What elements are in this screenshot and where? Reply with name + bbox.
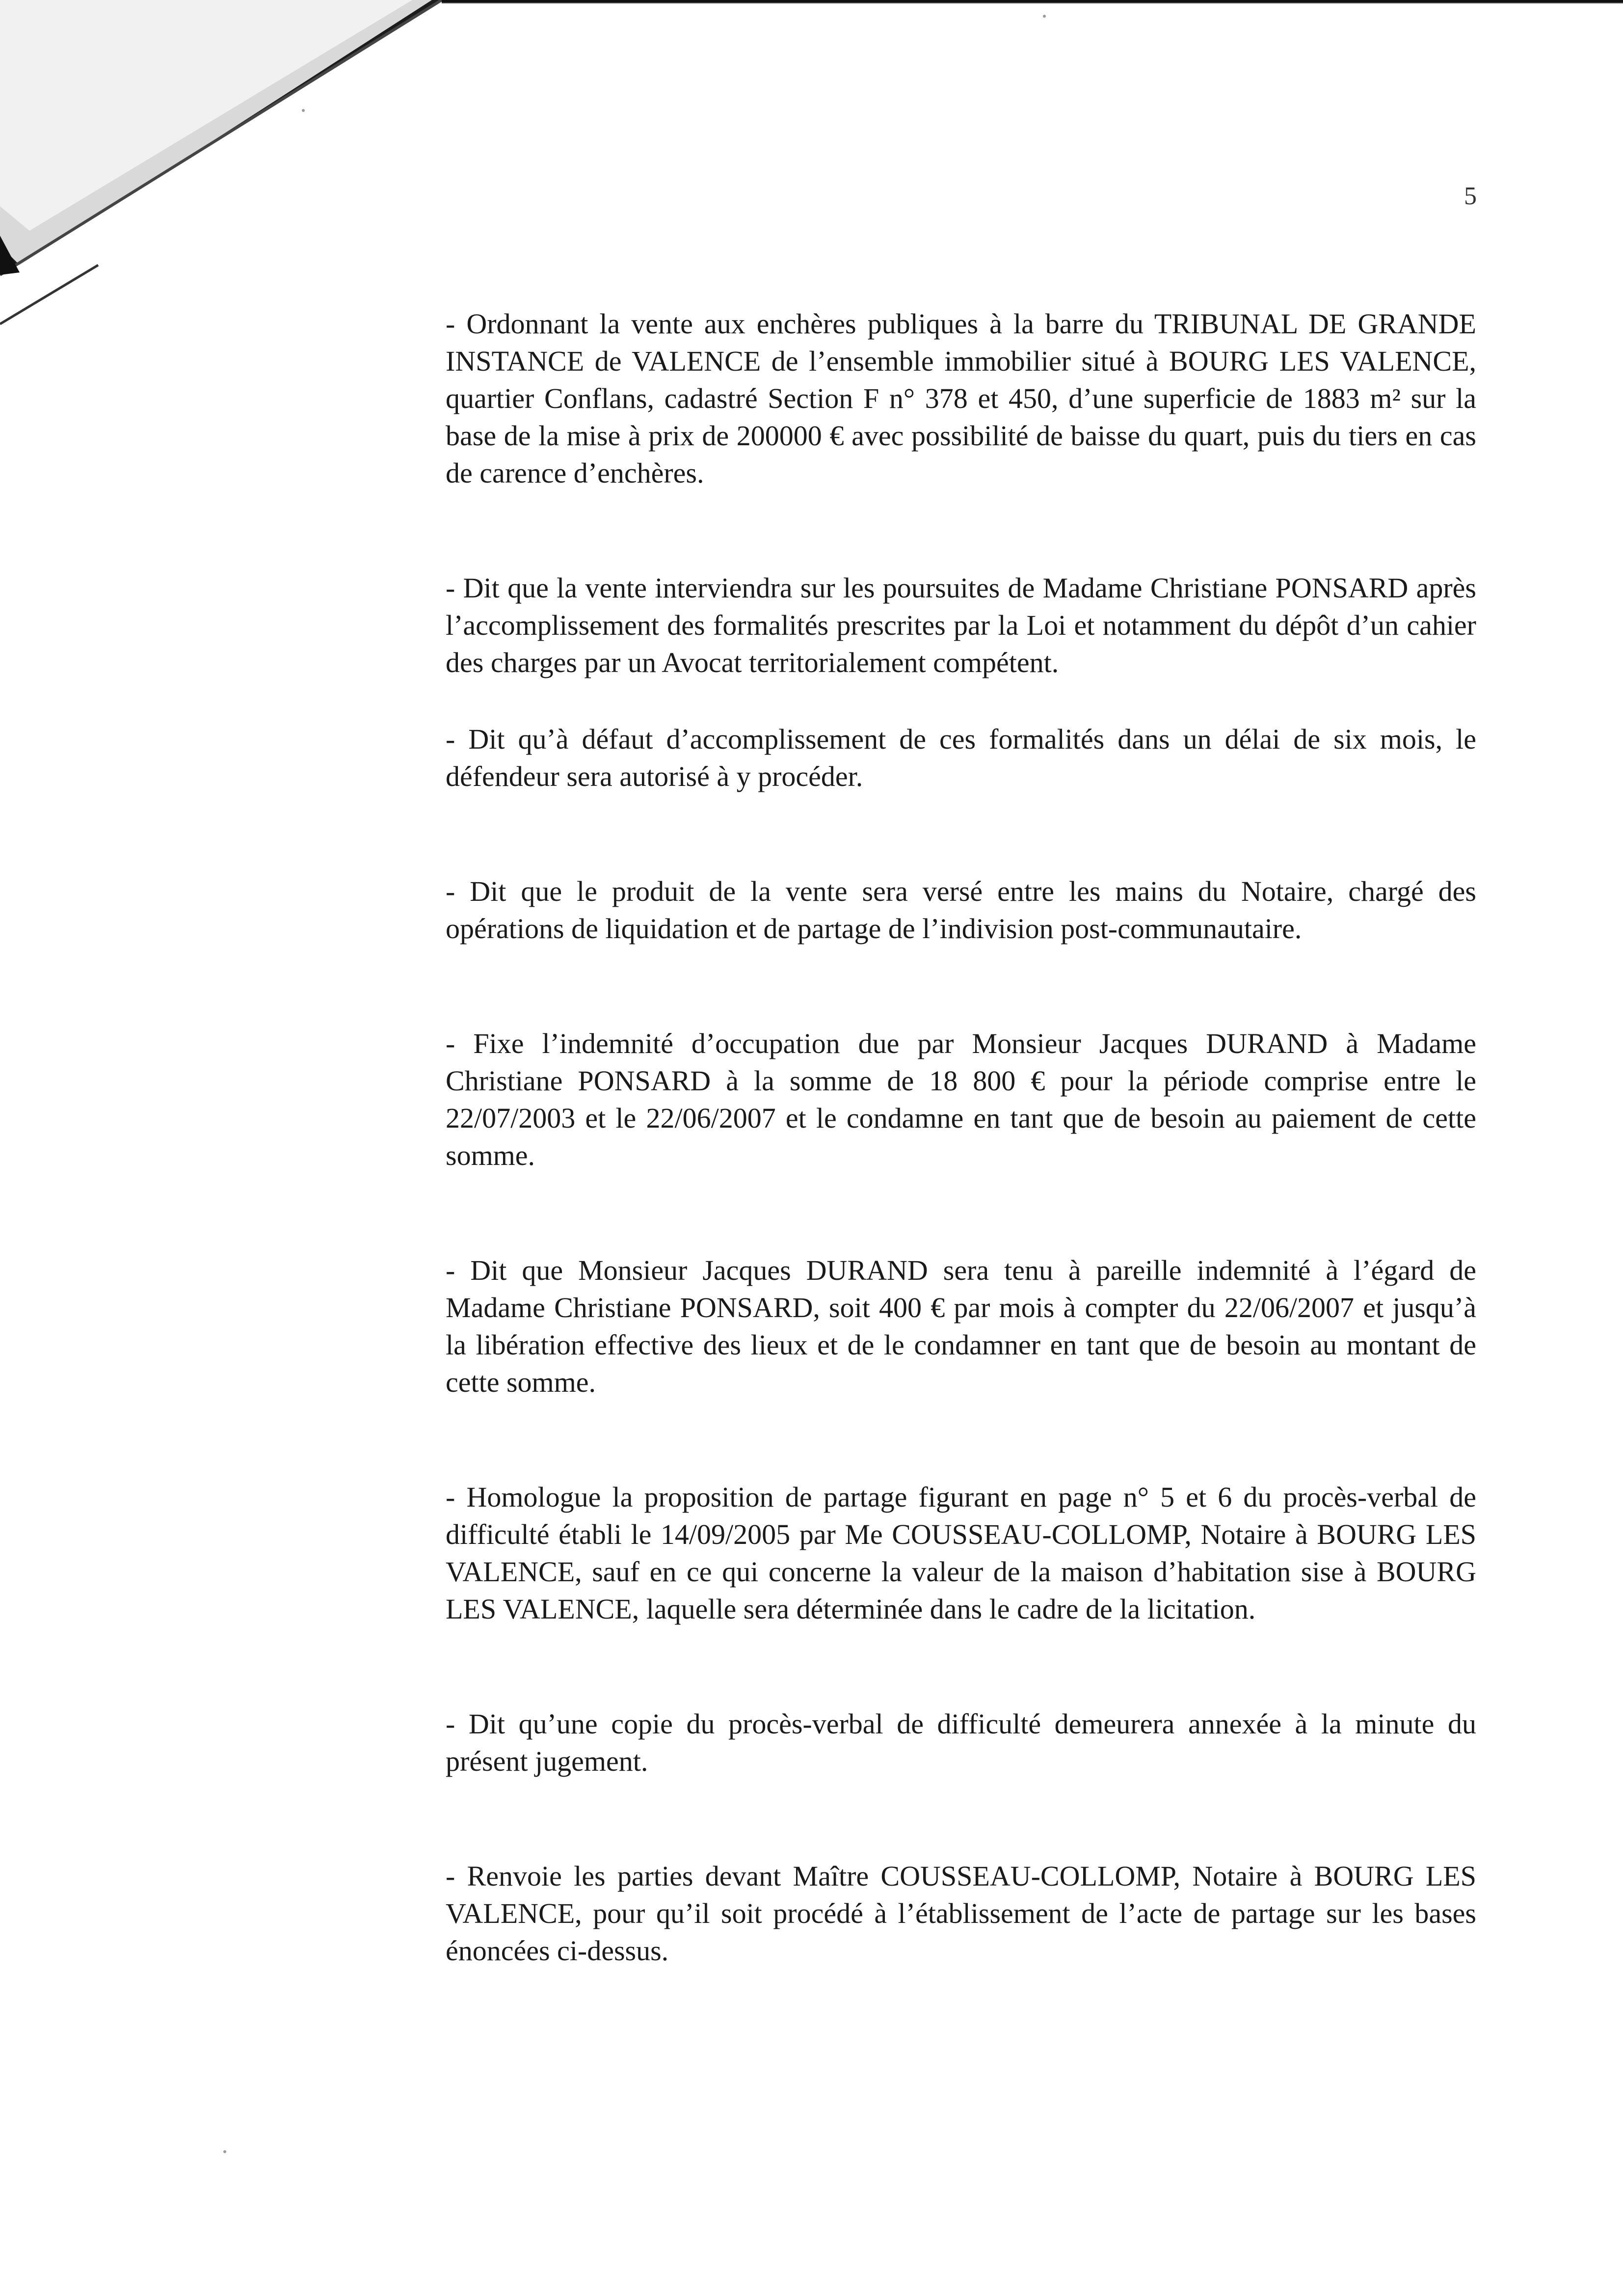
paragraph-indemnite-mensuelle: - Dit que Monsieur Jacques DURAND sera tenu à pareille indemnité à l’égard de Madame Christiane PONSARD, soit 400 € par mois à compter du 22/06/2007 et jusqu’à la libération effective des lieux et de le condamner en tant que de besoin au montant de cette somme. — [446, 1254, 1476, 1398]
scan-fold-corner — [0, 0, 471, 353]
scan-speck — [223, 2150, 226, 2153]
scan-top-edge — [442, 0, 1623, 4]
paragraph-produit-vente: - Dit que le produit de la vente sera versé entre les mains du Notaire, chargé des opérations de liquidation et de partage de l’indivision post-communautaire. — [446, 875, 1476, 945]
scan-speck — [1043, 15, 1046, 18]
paragraph-indemnite-occupation: - Fixe l’indemnité d’occupation due par Monsieur Jacques DURAND à Madame Christiane PONSARD à la somme de 18 800 € pour la période comprise entre le 22/07/2003 et le 22/06/2007 et le condamne en tant que de besoin au paiement de cette somme. — [446, 1027, 1476, 1171]
paragraph-defaut-formalites: - Dit qu’à défaut d’accomplissement de ces formalités dans un délai de six mois, le défendeur sera autorisé à y procéder. — [446, 723, 1476, 792]
paragraph-copie-proces-verbal: - Dit qu’une copie du procès-verbal de difficulté demeurera annexée à la minute du présent jugement. — [446, 1708, 1476, 1777]
paragraph-renvoi-notaire: - Renvoie les parties devant Maître COUSSEAU-COLLOMP, Notaire à BOURG LES VALENCE, pour qu’il soit procédé à l’établissement de l’acte de partage sur les bases énoncées ci-dessus. — [446, 1860, 1476, 1967]
scan-speck — [302, 109, 305, 112]
page-number: 5 — [1464, 182, 1477, 210]
paragraph-poursuites: - Dit que la vente interviendra sur les poursuites de Madame Christiane PONSARD après l’accomplissement des formalités prescrites par la Loi et notamment du dépôt d’un cahier des charges par un Avocat territorialement compétent. — [446, 572, 1476, 678]
document-body — [446, 305, 1476, 1970]
paragraph-homologation-partage: - Homologue la proposition de partage figurant en page n° 5 et 6 du procès-verbal de difficulté établi le 14/09/2005 par Me COUSSEAU-COLLOMP, Notaire à BOURG LES VALENCE, sauf en ce qui concerne la valeur de la maison d’habitation sise à BOURG LES VALENCE, laquelle sera déterminée dans le cadre de la licitation. — [446, 1481, 1476, 1625]
paragraph-ordonnant-vente: - Ordonnant la vente aux enchères publiques à la barre du TRIBUNAL DE GRANDE INSTANCE de VALENCE de l’ensemble immobilier situé à BOURG LES VALENCE, quartier Conflans, cadastré Section F n° 378 et 450, d’une superficie de 1883 m² sur la base de la mise à prix de 200000 € avec possibilité de baisse du quart, puis du tiers en cas de carence d’enchères. — [446, 308, 1476, 489]
